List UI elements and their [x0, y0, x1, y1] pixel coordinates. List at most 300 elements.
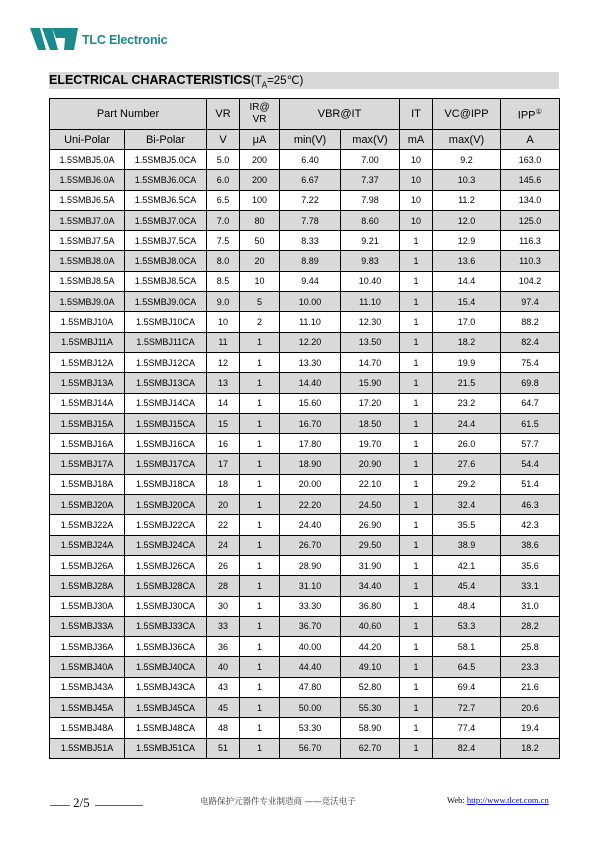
cell-vc: 64.5 [433, 657, 501, 677]
cell-vr: 15 [207, 413, 240, 433]
cell-ir: 1 [240, 393, 280, 413]
cell-vc: 72.7 [433, 698, 501, 718]
cell-vc: 32.4 [433, 495, 501, 515]
tlc-logo-icon [30, 26, 80, 52]
cell-vr: 5.0 [207, 150, 240, 170]
cell-ipp: 116.3 [501, 231, 560, 251]
cell-vc: 14.4 [433, 271, 501, 291]
cell-uni: 1.5SMBJ40A [50, 657, 125, 677]
header-vbr-max: max(V) [341, 130, 400, 150]
cell-ir: 1 [240, 474, 280, 494]
cell-it: 1 [400, 292, 433, 312]
cell-ipp: 54.4 [501, 454, 560, 474]
cell-vc: 53.3 [433, 616, 501, 636]
cell-it: 1 [400, 454, 433, 474]
table-row [50, 210, 560, 230]
cell-ipp: 33.1 [501, 576, 560, 596]
cell-bi: 1.5SMBJ7.5CA [125, 231, 207, 251]
table-row [50, 718, 560, 738]
header-ipp-note: ① [535, 106, 543, 116]
cell-min: 15.60 [280, 393, 341, 413]
cell-vr: 13 [207, 373, 240, 393]
table-row [50, 576, 560, 596]
cell-bi: 1.5SMBJ11CA [125, 332, 207, 352]
header-bi: Bi-Polar [125, 130, 207, 150]
cell-ipp: 61.5 [501, 413, 560, 433]
cell-max: 17.20 [341, 393, 400, 413]
cell-bi: 1.5SMBJ26CA [125, 555, 207, 575]
cell-ipp: 35.6 [501, 555, 560, 575]
cell-it: 1 [400, 657, 433, 677]
header-ir-top: IR@ [249, 102, 270, 113]
cell-ipp: 28.2 [501, 616, 560, 636]
cell-max: 20.90 [341, 454, 400, 474]
cell-min: 11.10 [280, 312, 341, 332]
cell-max: 12.30 [341, 312, 400, 332]
header-vr-unit: V [207, 130, 240, 150]
footer-web [447, 795, 549, 805]
cell-ipp: 104.2 [501, 271, 560, 291]
cell-max: 7.98 [341, 190, 400, 210]
cell-vc: 18.2 [433, 332, 501, 352]
cell-vc: 10.3 [433, 170, 501, 190]
cell-min: 7.22 [280, 190, 341, 210]
cell-vc: 82.4 [433, 738, 501, 758]
table-row [50, 434, 560, 454]
cell-it: 1 [400, 535, 433, 555]
cell-vr: 6.5 [207, 190, 240, 210]
cell-ipp: 21.6 [501, 677, 560, 697]
cell-bi: 1.5SMBJ17CA [125, 454, 207, 474]
cell-ir: 1 [240, 413, 280, 433]
footer-line-right [95, 805, 143, 806]
cell-vr: 10 [207, 312, 240, 332]
cell-uni: 1.5SMBJ17A [50, 454, 125, 474]
cell-uni: 1.5SMBJ45A [50, 698, 125, 718]
cell-ipp: 82.4 [501, 332, 560, 352]
cell-ipp: 46.3 [501, 495, 560, 515]
cell-max: 44.20 [341, 637, 400, 657]
cell-bi: 1.5SMBJ6.5CA [125, 190, 207, 210]
cell-it: 1 [400, 616, 433, 636]
header-vc-unit: max(V) [433, 130, 501, 150]
cell-it: 10 [400, 150, 433, 170]
cell-min: 9.44 [280, 271, 341, 291]
condition-suffix: =25℃) [267, 75, 304, 87]
cell-ipp: 31.0 [501, 596, 560, 616]
cell-vc: 48.4 [433, 596, 501, 616]
footer-company: 电路保护元器件专业制造商 ——竞沃电子 [200, 797, 356, 807]
header-row-2 [50, 130, 560, 150]
cell-ir: 1 [240, 718, 280, 738]
cell-uni: 1.5SMBJ6.0A [50, 170, 125, 190]
cell-vc: 15.4 [433, 292, 501, 312]
section-condition [251, 75, 303, 87]
cell-ir: 1 [240, 677, 280, 697]
cell-vr: 51 [207, 738, 240, 758]
cell-max: 19.70 [341, 434, 400, 454]
table-row [50, 170, 560, 190]
footer-line-left [50, 805, 70, 806]
cell-min: 10.00 [280, 292, 341, 312]
cell-min: 18.90 [280, 454, 341, 474]
cell-min: 22.20 [280, 495, 341, 515]
table-row [50, 271, 560, 291]
cell-it: 1 [400, 738, 433, 758]
cell-vr: 11 [207, 332, 240, 352]
cell-ipp: 23.3 [501, 657, 560, 677]
cell-it: 1 [400, 555, 433, 575]
cell-max: 11.10 [341, 292, 400, 312]
cell-bi: 1.5SMBJ24CA [125, 535, 207, 555]
cell-vc: 42.1 [433, 555, 501, 575]
cell-vr: 28 [207, 576, 240, 596]
cell-uni: 1.5SMBJ12A [50, 352, 125, 372]
cell-ir: 5 [240, 292, 280, 312]
table-row [50, 738, 560, 758]
cell-bi: 1.5SMBJ12CA [125, 352, 207, 372]
brand-name: TLC Electronic [82, 33, 168, 47]
cell-bi: 1.5SMBJ8.0CA [125, 251, 207, 271]
cell-vc: 29.2 [433, 474, 501, 494]
cell-max: 31.90 [341, 555, 400, 575]
cell-it: 1 [400, 251, 433, 271]
cell-uni: 1.5SMBJ43A [50, 677, 125, 697]
cell-vr: 7.5 [207, 231, 240, 251]
cell-ir: 1 [240, 738, 280, 758]
cell-ipp: 19.4 [501, 718, 560, 738]
cell-uni: 1.5SMBJ10A [50, 312, 125, 332]
cell-ir: 80 [240, 210, 280, 230]
cell-vr: 6.0 [207, 170, 240, 190]
cell-uni: 1.5SMBJ5.0A [50, 150, 125, 170]
cell-it: 1 [400, 677, 433, 697]
cell-uni: 1.5SMBJ24A [50, 535, 125, 555]
cell-ipp: 64.7 [501, 393, 560, 413]
cell-ir: 1 [240, 454, 280, 474]
cell-uni: 1.5SMBJ8.0A [50, 251, 125, 271]
header-it-unit: mA [400, 130, 433, 150]
cell-vc: 77.4 [433, 718, 501, 738]
cell-vc: 17.0 [433, 312, 501, 332]
cell-it: 1 [400, 231, 433, 251]
cell-vr: 8.5 [207, 271, 240, 291]
cell-ipp: 163.0 [501, 150, 560, 170]
cell-ir: 1 [240, 555, 280, 575]
cell-uni: 1.5SMBJ15A [50, 413, 125, 433]
cell-ir: 1 [240, 535, 280, 555]
cell-min: 8.33 [280, 231, 341, 251]
cell-ipp: 57.7 [501, 434, 560, 454]
footer-web-link[interactable]: http://www.tlcet.com.cn [466, 795, 549, 805]
cell-bi: 1.5SMBJ48CA [125, 718, 207, 738]
cell-vc: 23.2 [433, 393, 501, 413]
cell-vr: 9.0 [207, 292, 240, 312]
cell-max: 49.10 [341, 657, 400, 677]
cell-it: 1 [400, 698, 433, 718]
cell-uni: 1.5SMBJ28A [50, 576, 125, 596]
cell-vr: 33 [207, 616, 240, 636]
cell-bi: 1.5SMBJ15CA [125, 413, 207, 433]
cell-max: 40.60 [341, 616, 400, 636]
cell-bi: 1.5SMBJ5.0CA [125, 150, 207, 170]
cell-uni: 1.5SMBJ51A [50, 738, 125, 758]
cell-max: 15.90 [341, 373, 400, 393]
cell-ir: 1 [240, 434, 280, 454]
cell-min: 53.30 [280, 718, 341, 738]
cell-max: 58.90 [341, 718, 400, 738]
cell-it: 1 [400, 495, 433, 515]
cell-min: 6.67 [280, 170, 341, 190]
cell-bi: 1.5SMBJ22CA [125, 515, 207, 535]
cell-max: 22.10 [341, 474, 400, 494]
header-ir-unit: μA [240, 130, 280, 150]
cell-vc: 69.4 [433, 677, 501, 697]
header-row-1 [50, 99, 560, 130]
cell-ipp: 51.4 [501, 474, 560, 494]
cell-max: 9.21 [341, 231, 400, 251]
cell-min: 17.80 [280, 434, 341, 454]
cell-uni: 1.5SMBJ11A [50, 332, 125, 352]
header-it: IT [400, 99, 433, 130]
page-number-text: 2/5 [73, 795, 90, 810]
cell-it: 1 [400, 373, 433, 393]
cell-ir: 1 [240, 576, 280, 596]
cell-ir: 1 [240, 495, 280, 515]
cell-vc: 19.9 [433, 352, 501, 372]
cell-min: 24.40 [280, 515, 341, 535]
cell-uni: 1.5SMBJ14A [50, 393, 125, 413]
cell-bi: 1.5SMBJ36CA [125, 637, 207, 657]
cell-bi: 1.5SMBJ40CA [125, 657, 207, 677]
cell-ir: 1 [240, 616, 280, 636]
cell-max: 36.80 [341, 596, 400, 616]
cell-min: 33.30 [280, 596, 341, 616]
header-vbr: VBR@IT [280, 99, 400, 130]
cell-it: 1 [400, 352, 433, 372]
cell-ir: 200 [240, 170, 280, 190]
cell-bi: 1.5SMBJ20CA [125, 495, 207, 515]
header-ipp-unit: A [501, 130, 560, 150]
cell-bi: 1.5SMBJ43CA [125, 677, 207, 697]
table-row [50, 596, 560, 616]
cell-vc: 9.2 [433, 150, 501, 170]
cell-it: 1 [400, 413, 433, 433]
header-ipp [501, 99, 560, 130]
table-row [50, 352, 560, 372]
cell-min: 31.10 [280, 576, 341, 596]
cell-min: 47.80 [280, 677, 341, 697]
cell-vc: 27.6 [433, 454, 501, 474]
cell-vc: 24.4 [433, 413, 501, 433]
table-row [50, 393, 560, 413]
cell-it: 1 [400, 332, 433, 352]
cell-uni: 1.5SMBJ18A [50, 474, 125, 494]
cell-bi: 1.5SMBJ16CA [125, 434, 207, 454]
table-row [50, 373, 560, 393]
cell-vc: 45.4 [433, 576, 501, 596]
cell-max: 14.70 [341, 352, 400, 372]
cell-bi: 1.5SMBJ7.0CA [125, 210, 207, 230]
cell-bi: 1.5SMBJ18CA [125, 474, 207, 494]
cell-it: 1 [400, 576, 433, 596]
table-row [50, 231, 560, 251]
header-ipp-label: IPP [517, 109, 536, 122]
cell-vr: 48 [207, 718, 240, 738]
cell-it: 1 [400, 474, 433, 494]
cell-max: 9.83 [341, 251, 400, 271]
cell-vr: 17 [207, 454, 240, 474]
cell-min: 56.70 [280, 738, 341, 758]
cell-max: 62.70 [341, 738, 400, 758]
cell-vc: 26.0 [433, 434, 501, 454]
cell-min: 7.78 [280, 210, 341, 230]
cell-vc: 13.6 [433, 251, 501, 271]
cell-vc: 35.5 [433, 515, 501, 535]
cell-min: 8.89 [280, 251, 341, 271]
table-row [50, 190, 560, 210]
cell-min: 40.00 [280, 637, 341, 657]
cell-min: 16.70 [280, 413, 341, 433]
cell-ir: 2 [240, 312, 280, 332]
cell-bi: 1.5SMBJ14CA [125, 393, 207, 413]
cell-it: 1 [400, 393, 433, 413]
cell-max: 34.40 [341, 576, 400, 596]
cell-bi: 1.5SMBJ45CA [125, 698, 207, 718]
cell-ir: 1 [240, 373, 280, 393]
cell-ipp: 88.2 [501, 312, 560, 332]
cell-it: 10 [400, 190, 433, 210]
condition-prefix: (T [250, 75, 262, 87]
cell-ir: 1 [240, 596, 280, 616]
cell-vr: 12 [207, 352, 240, 372]
cell-vr: 43 [207, 677, 240, 697]
table-row [50, 251, 560, 271]
cell-vr: 24 [207, 535, 240, 555]
table-row [50, 332, 560, 352]
cell-ipp: 25.8 [501, 637, 560, 657]
cell-uni: 1.5SMBJ33A [50, 616, 125, 636]
cell-ir: 1 [240, 657, 280, 677]
header-part-number: Part Number [50, 99, 207, 130]
cell-min: 14.40 [280, 373, 341, 393]
cell-uni: 1.5SMBJ9.0A [50, 292, 125, 312]
cell-ipp: 38.6 [501, 535, 560, 555]
cell-ipp: 42.3 [501, 515, 560, 535]
cell-it: 1 [400, 434, 433, 454]
table-row [50, 454, 560, 474]
cell-ir: 200 [240, 150, 280, 170]
cell-min: 20.00 [280, 474, 341, 494]
cell-uni: 1.5SMBJ7.5A [50, 231, 125, 251]
cell-ir: 50 [240, 231, 280, 251]
cell-it: 1 [400, 637, 433, 657]
cell-it: 1 [400, 312, 433, 332]
cell-bi: 1.5SMBJ10CA [125, 312, 207, 332]
cell-vc: 38.9 [433, 535, 501, 555]
cell-max: 8.60 [341, 210, 400, 230]
cell-ipp: 134.0 [501, 190, 560, 210]
cell-max: 7.00 [341, 150, 400, 170]
table-row [50, 474, 560, 494]
table-row [50, 515, 560, 535]
cell-max: 29.50 [341, 535, 400, 555]
cell-ipp: 18.2 [501, 738, 560, 758]
cell-max: 18.50 [341, 413, 400, 433]
cell-vr: 26 [207, 555, 240, 575]
cell-max: 13.50 [341, 332, 400, 352]
cell-ir: 1 [240, 637, 280, 657]
cell-max: 10.40 [341, 271, 400, 291]
header-vr: VR [207, 99, 240, 130]
table-row [50, 657, 560, 677]
section-title [49, 72, 559, 89]
cell-vr: 22 [207, 515, 240, 535]
cell-vr: 16 [207, 434, 240, 454]
cell-vr: 14 [207, 393, 240, 413]
cell-max: 26.90 [341, 515, 400, 535]
header-uni: Uni-Polar [50, 130, 125, 150]
condition-subscript: A [261, 80, 268, 89]
cell-bi: 1.5SMBJ13CA [125, 373, 207, 393]
table-row [50, 555, 560, 575]
table-row [50, 292, 560, 312]
table-row [50, 637, 560, 657]
cell-vc: 12.9 [433, 231, 501, 251]
table-row [50, 312, 560, 332]
cell-min: 36.70 [280, 616, 341, 636]
cell-vr: 40 [207, 657, 240, 677]
cell-min: 28.90 [280, 555, 341, 575]
cell-bi: 1.5SMBJ33CA [125, 616, 207, 636]
cell-bi: 1.5SMBJ6.0CA [125, 170, 207, 190]
cell-min: 44.40 [280, 657, 341, 677]
cell-it: 1 [400, 718, 433, 738]
cell-vc: 12.0 [433, 210, 501, 230]
cell-uni: 1.5SMBJ36A [50, 637, 125, 657]
cell-it: 1 [400, 515, 433, 535]
table-row [50, 698, 560, 718]
cell-uni: 1.5SMBJ8.5A [50, 271, 125, 291]
cell-ir: 1 [240, 698, 280, 718]
table-row [50, 413, 560, 433]
cell-bi: 1.5SMBJ8.5CA [125, 271, 207, 291]
cell-ir: 20 [240, 251, 280, 271]
cell-ir: 1 [240, 515, 280, 535]
cell-ipp: 75.4 [501, 352, 560, 372]
page-number [50, 795, 145, 811]
cell-ipp: 69.8 [501, 373, 560, 393]
table-row [50, 150, 560, 170]
cell-vr: 30 [207, 596, 240, 616]
table-row [50, 535, 560, 555]
cell-ipp: 110.3 [501, 251, 560, 271]
header-ir-bottom: VR [252, 114, 267, 125]
cell-max: 52.80 [341, 677, 400, 697]
header-vc: VC@IPP [433, 99, 501, 130]
cell-min: 50.00 [280, 698, 341, 718]
table-row [50, 677, 560, 697]
cell-bi: 1.5SMBJ51CA [125, 738, 207, 758]
cell-max: 55.30 [341, 698, 400, 718]
header-vbr-min: min(V) [280, 130, 341, 150]
cell-uni: 1.5SMBJ20A [50, 495, 125, 515]
cell-vr: 45 [207, 698, 240, 718]
cell-uni: 1.5SMBJ48A [50, 718, 125, 738]
footer-web-label: Web: [447, 795, 467, 805]
table-row [50, 616, 560, 636]
cell-uni: 1.5SMBJ26A [50, 555, 125, 575]
